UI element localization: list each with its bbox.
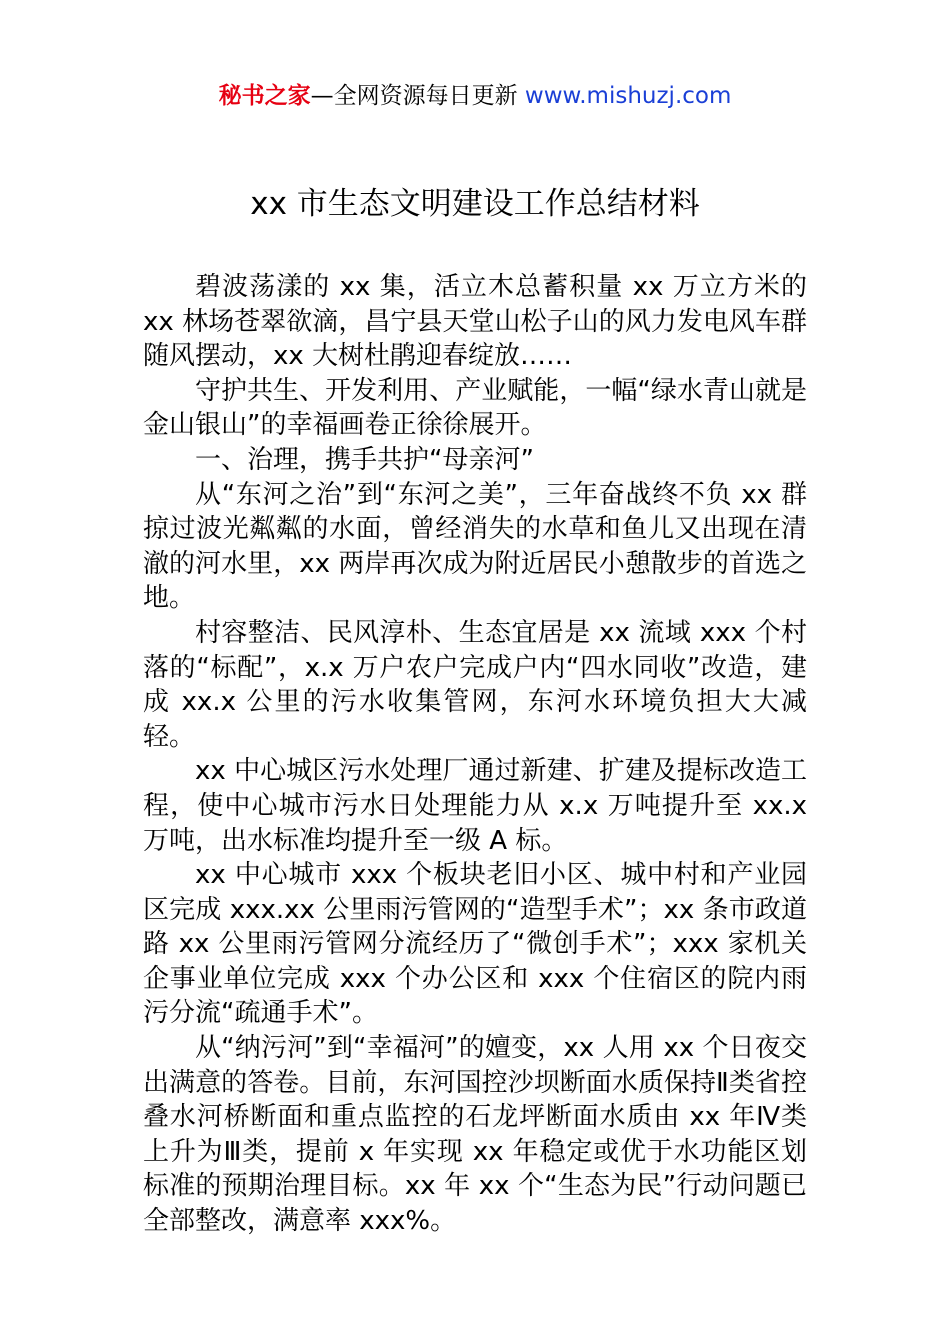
site-brand: 秘书之家 [218,83,311,109]
site-tagline: —全网资源每日更新 [310,83,525,109]
section-heading-governance: 一、治理，携手共护“母亲河” [195,444,534,475]
paragraph-villages: 村容整洁、民风淳朴、生态宜居是 xx 流域 xxx 个村落的“标配”，x.x 万户农户完成户内“四水同收”改造，建成 xx.x 公里的污水收集管网，东河水环境负担大大减轻。 [143,617,807,752]
document-title: xx 市生态文明建设工作总结材料 [250,186,700,222]
paragraph-intro: 碧波荡漾的 xx 集，活立木总蓄积量 xx 万立方米的 xx 林场苍翠欲滴，昌宁县天堂山松子山的风力发电风车群随风摆动，xx 大树杜鹃迎春绽放…… [143,272,807,372]
paragraph-sewage-plant: xx 中心城区污水处理厂通过新建、扩建及提标改造工程，使中心城市污水日处理能力从 x.x 万吨提升至 xx.x 万吨，出水标准均提升至一级 A 标。 [143,756,807,856]
paragraph-summary: 守护共生、开发利用、产业赋能，一幅“绿水青山就是金山银山”的幸福画卷正徐徐展开。 [143,375,807,441]
paragraph-east-river: 从“东河之治”到“东河之美”，三年奋战终不负 xx 群掠过波光粼粼的水面，曾经消失的水草和鱼儿又出现在清澈的河水里，xx 两岸再次成为附近居民小憩散步的首选之地。 [143,479,807,614]
site-url-link[interactable]: www.mishuzj.com [524,83,732,109]
paragraph-pipe-network: xx 中心城市 xxx 个板块老旧小区、城中村和产业园区完成 xxx.xx 公里雨污管网的“造型手术”；xx 条市政道路 xx 公里雨污管网分流经历了“微创手术”；xxx 家机关企事业单位完成 xxx 个办公区和 xxx 个住宿区的院内雨污分流“疏通手术”。 [143,860,807,1029]
paragraph-water-quality: 从“纳污河”到“幸福河”的嬗变，xx 人用 xx 个日夜交出满意的答卷。目前，东河国控沙坝断面水质保持Ⅱ类省控叠水河桥断面和重点监控的石龙坪断面水质由 xx 年Ⅳ类上升为Ⅲ类，提前 x 年实现 xx 年稳定或优于水功能区划标准的预期治理目标。xx 年 xx 个“生态为民”行动问题已全部整改，满意率 xxx%。 [143,1033,807,1237]
document-body [143,270,807,1239]
site-header [0,80,950,112]
